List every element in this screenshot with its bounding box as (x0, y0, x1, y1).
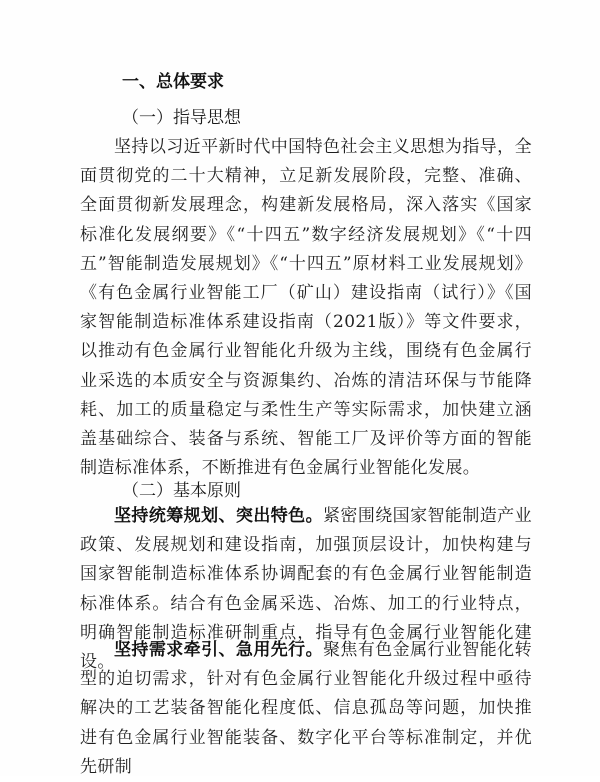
principle-planning-heading: 坚持统筹规划、突出特色。 (114, 506, 323, 526)
principle-planning-text: 紧密围绕国家智能制造产业政策、发展规划和建设指南，加强顶层设计，加快构建与国家智能制造标准体系协调配套的有色金属行业智能制造标准体系。结合有色金属采选、冶炼、加工的行业特点，明确智能制造标准研制重点，指导有色金属行业智能化建设。 (80, 506, 532, 673)
subsection-title-basic-principles: （二）基本原则 (122, 481, 241, 501)
subsection-title-guiding-ideology: （一）指导思想 (122, 108, 241, 128)
principle-demand-heading: 坚持需求牵引、急用先行。 (114, 640, 323, 660)
paragraph-principle-demand (80, 636, 532, 782)
principle-demand-text: 聚焦有色金属行业智能化转型的迫切需求，针对有色金属行业智能化升级过程中亟待解决的工艺装备智能化程度低、信息孤岛等问题，加快推进有色金属行业智能装备、数字化平台等标准制定，并优先研制 (80, 640, 532, 777)
section-heading: 一、总体要求 (122, 72, 224, 92)
paragraph-guiding-ideology: 坚持以习近平新时代中国特色社会主义思想为指导，全面贯彻党的二十大精神，立足新发展阶段，完整、准确、全面贯彻新发展理念，构建新发展格局，深入落实《国家标准化发展纲要》《“十四五”数字经济发展规划》《“十四五”智能制造发展规划》《“十四五”原材料工业发展规划》《有色金属行业智能工厂（矿山）建设指南（试行）》《国家智能制造标准体系建设指南（2021版）》等文件要求，以推动有色金属行业智能化升级为主线，围绕有色金属行业采选的本质安全与资源集约、冶炼的清洁环保与节能降耗、加工的质量稳定与柔性生产等实际需求，加快建立涵盖基础综合、装备与系统、智能工厂及评价等方面的智能制造标准体系，不断推进有色金属行业智能化发展。 (80, 137, 532, 479)
